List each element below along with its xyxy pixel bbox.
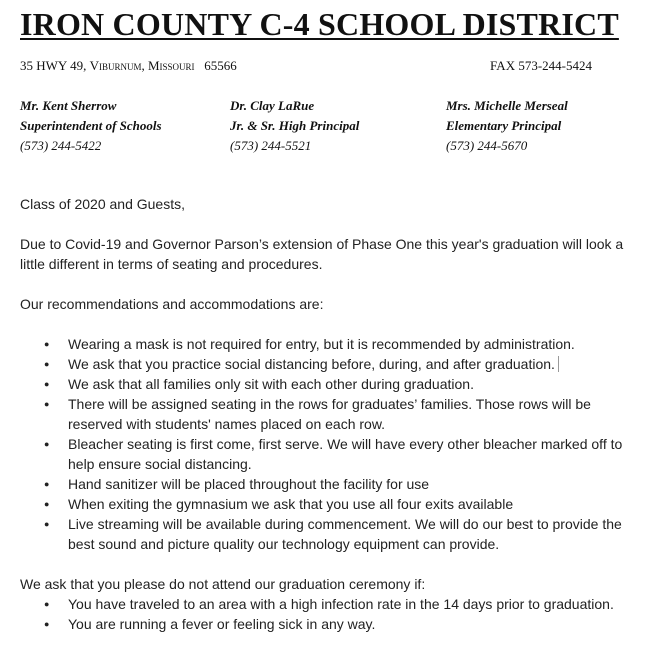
staff-name: Mr. Kent Sherrow (20, 98, 117, 113)
staff-elementary-principal (446, 96, 568, 156)
address-street: 35 HWY 49, (20, 58, 87, 73)
do-not-attend-heading: We ask that you please do not attend our graduation ceremony if: (20, 576, 426, 592)
list-item: ● You have traveled to an area with a high infection rate in the 14 days prior to graduation. (20, 594, 646, 614)
staff-role: Jr. & Sr. High Principal (230, 118, 360, 133)
text-cursor (558, 356, 559, 372)
recommendations-list (20, 334, 646, 554)
staff-role: Superintendent of Schools (20, 118, 162, 133)
district-address (20, 58, 237, 74)
staff-role: Elementary Principal (446, 118, 562, 133)
fax-number: FAX 573-244-5424 (490, 58, 592, 73)
list-item: ● Bleacher seating is first come, first serve. We will have every other bleacher marked off to help ensure social distancing. (20, 434, 646, 474)
staff-superintendent (20, 96, 162, 156)
greeting: Class of 2020 and Guests, (20, 196, 185, 212)
staff-phone: (573) 244-5670 (446, 138, 528, 153)
letter-body (20, 194, 646, 634)
staff-name: Dr. Clay LaRue (230, 98, 315, 113)
address-city-state: Viburnum, Missouri (89, 58, 195, 73)
list-item: ● There will be assigned seating in the rows for graduates’ families. Those rows will be reserved with students' names placed on each row. (20, 394, 646, 434)
do-not-attend-list (20, 594, 646, 634)
staff-phone: (573) 244-5521 (230, 138, 312, 153)
recommendations-heading: Our recommendations and accommodations are: (20, 296, 324, 312)
address-zip: 65566 (204, 58, 237, 73)
list-item: ● You are running a fever or feeling sick in any way. (20, 614, 646, 634)
list-item: ● Hand sanitizer will be placed throughout the facility for use (20, 474, 646, 494)
intro-paragraph: Due to Covid-19 and Governor Parson’s extension of Phase One this year's graduation will look a little different in terms of seating and procedures. (20, 236, 624, 272)
staff-name: Mrs. Michelle Merseal (446, 98, 568, 113)
list-item: ● We ask that you practice social distancing before, during, and after graduation. (20, 354, 646, 374)
list-item: ● When exiting the gymnasium we ask that you use all four exits available (20, 494, 646, 514)
list-item: ● We ask that all families only sit with each other during graduation. (20, 374, 646, 394)
list-item: ● Live streaming will be available during commencement. We will do our best to provide the best sound and picture quality our technology equipment can provide. (20, 514, 646, 554)
district-title: IRON COUNTY C-4 SCHOOL DISTRICT (20, 6, 619, 42)
staff-phone: (573) 244-5422 (20, 138, 102, 153)
list-item: ● Wearing a mask is not required for entry, but it is recommended by administration. (20, 334, 646, 354)
staff-high-school-principal (230, 96, 359, 156)
